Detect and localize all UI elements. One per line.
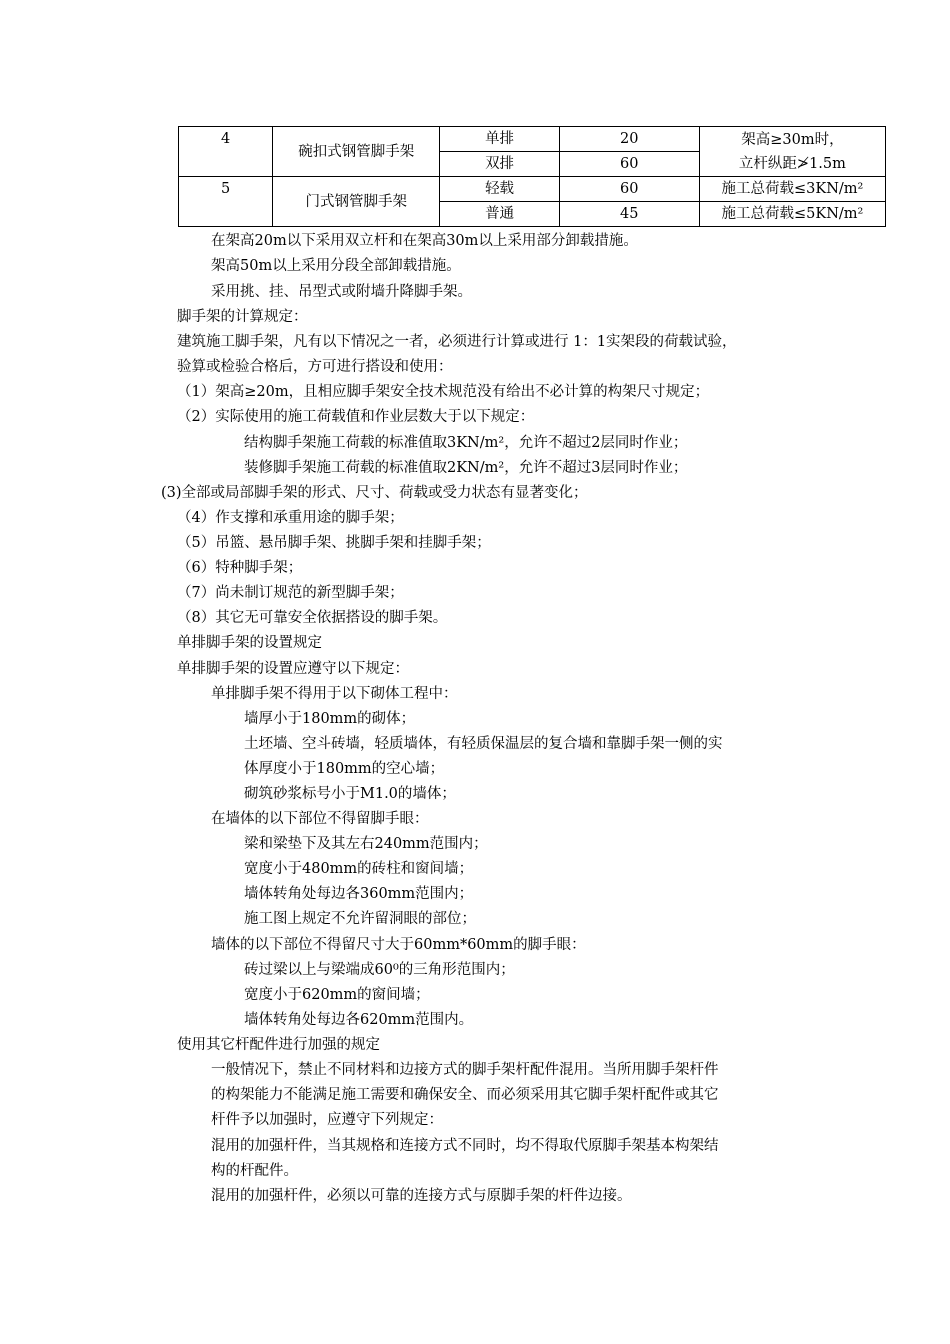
list-item: （2）实际使用的施工荷载值和作业层数大于以下规定： [177,409,535,425]
list-item: (3)全部或局部脚手架的形式、尺寸、荷载或受力状态有显著变化； [161,485,588,501]
table-row [179,177,886,202]
body-text-line: 结构脚手架施工荷载的标准值取3KN/m²，允许不超过2层同时作业； [244,435,688,451]
body-text-line: 混用的加强杆件，必须以可靠的连接方式与原脚手架的杆件边接。 [211,1188,632,1204]
table-cell-no: 5 [179,177,273,227]
body-text-line: 一般情况下，禁止不同材料和边接方式的脚手架杆配件混用。当所用脚手架杆件 [211,1062,719,1078]
body-text-line: 砌筑砂浆标号小于M1.0的墙体； [244,786,456,802]
body-text-line: 在架高20m以下采用双立杆和在架高30m以上采用部分卸载措施。 [211,233,638,249]
table-row [179,127,886,152]
body-text-line: 构的杆配件。 [211,1163,298,1179]
table-cell-value: 60 [559,152,699,177]
table-cell-name: 门式钢管脚手架 [273,177,440,227]
body-text-line: 在墙体的以下部位不得留脚手眼： [211,811,429,827]
table-cell-sub: 双排 [440,152,559,177]
list-item: （5）吊篮、悬吊脚手架、挑脚手架和挂脚手架； [177,535,491,551]
list-item: （8）其它无可靠安全依据搭设的脚手架。 [177,610,448,626]
body-text-line: 施工图上规定不允许留洞眼的部位； [244,911,476,927]
body-text-line: 梁和梁垫下及其左右240mm范围内； [244,836,488,852]
table-cell-sub: 单排 [440,127,559,152]
table-note-line: 立杆纵距≯1.5m [738,155,846,172]
body-text-line: 墙体转角处每边各620mm范围内。 [244,1012,474,1028]
body-text-line: 架高50m以上采用分段全部卸载措施。 [211,258,461,274]
body-text-line: 采用挑、挂、吊型式或附墙升降脚手架。 [211,284,472,300]
body-text-line: 砖过梁以上与梁端成60⁰的三角形范围内； [244,962,515,978]
table-cell-name: 碗扣式钢管脚手架 [273,127,440,177]
table-note-line: 架高≥30m时， [741,131,844,148]
section-heading: 脚手架的计算规定： [177,309,308,325]
body-text-line: 单排脚手架不得用于以下砌体工程中： [211,686,458,702]
table-cell-sub: 轻载 [440,177,559,202]
body-text-line: 混用的加强杆件，当其规格和连接方式不同时，均不得取代原脚手架基本构架结 [211,1138,719,1154]
body-text-line: 体厚度小于180mm的空心墙； [244,761,445,777]
list-item: （1）架高≥20m，且相应脚手架安全技术规范没有给出不必计算的构架尺寸规定； [177,384,710,400]
list-item: （7）尚未制订规范的新型脚手架； [177,585,404,601]
body-text-line: 建筑施工脚手架，凡有以下情况之一者，必须进行计算或进行 1：1实架段的荷载试验， [177,334,737,350]
body-text-line: 单排脚手架的设置应遵守以下规定： [177,661,409,677]
table-cell-note: 施工总荷载≤3KN/m² [699,177,885,202]
body-text-line: 墙体转角处每边各360mm范围内； [244,886,474,902]
body-text-line: 装修脚手架施工荷载的标准值取2KN/m²，允许不超过3层同时作业； [244,460,688,476]
body-text-line: 宽度小于480mm的砖柱和窗间墙； [244,861,474,877]
body-text-line: 墙厚小于180mm的砌体； [244,711,416,727]
body-text-line: 土坯墙、空斗砖墙，轻质墙体，有轻质保温层的复合墙和靠脚手架一侧的实 [244,736,723,752]
table-cell-note: 施工总荷载≤5KN/m² [699,202,885,227]
table-cell-no: 4 [179,127,273,177]
table-cell-sub: 普通 [440,202,559,227]
list-item: （6）特种脚手架； [177,560,303,576]
table-cell-value: 20 [559,127,699,152]
body-text-line: 宽度小于620mm的窗间墙； [244,987,430,1003]
table-cell-value: 60 [559,177,699,202]
body-text-line: 的构架能力不能满足施工需要和确保安全、而必须采用其它脚手架杆配件或其它 [211,1087,719,1103]
scaffold-spec-table [178,126,886,227]
body-text-line: 杆件予以加强时，应遵守下列规定： [211,1112,443,1128]
table-cell-note [699,127,885,177]
section-heading: 使用其它杆配件进行加强的规定 [177,1037,380,1053]
section-heading: 单排脚手架的设置规定 [177,635,322,651]
list-item: （4）作支撑和承重用途的脚手架； [177,510,404,526]
table-cell-value: 45 [559,202,699,227]
body-text-line: 墙体的以下部位不得留尺寸大于60mm*60mm的脚手眼： [211,937,586,953]
body-text-line: 验算或检验合格后，方可进行搭设和使用： [177,359,453,375]
